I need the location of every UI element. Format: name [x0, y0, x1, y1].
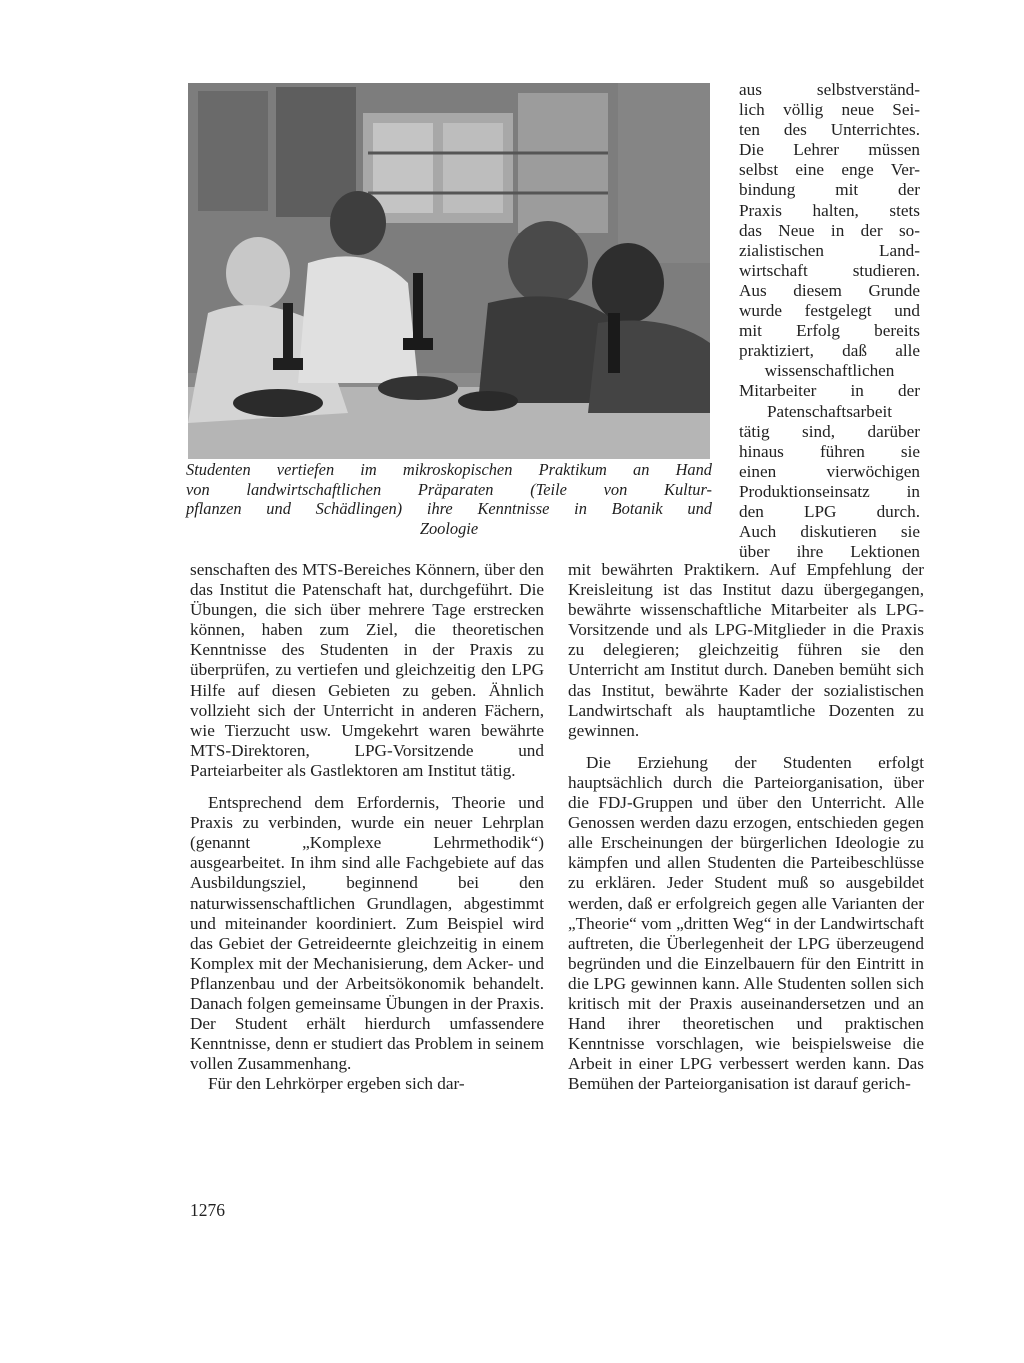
paragraph: mit bewährten Praktikern. Auf Empfehlung der Kreisleitung ist das Institut dazu übergegangen, bewährte wissenschaftliche Mitarbeiter als LPG-Vorsitzende und als LPG-Mitglieder in die Praxis zu delegieren; gleichzeitig führen sie den Unterricht am Institut durch. Daneben bemüht sich das Institut, bewährte Kader der sozialistischen Landwirtschaft als hauptamtliche Dozenten zu gewinnen. — [568, 560, 924, 740]
text-line: einen vierwöchigen — [739, 461, 920, 481]
text-line: aus selbstverständ- — [739, 80, 920, 99]
microscopy-lab-photo-icon — [188, 83, 710, 459]
paragraph: senschaften des MTS-Bereiches Könnern, über den das Institut die Patenschaft hat, durchgeführt. Die Übungen, die sich über mehrere Tage erstrecken können, haben zum Ziel, die theoretischen Kenntnisse des Studenten in der Praxis zu überprüfen, zu vertiefen und gleichzeitig den LPG Hilfe auf diesen Gebieten zu geben. Ähnlich vollzieht sich der Unterricht in anderen Fächern, wie Tierzucht usw. Umgekehrt waren bewährte MTS-Direktoren, LPG-Vorsitzende und Parteiarbeiter als Gastlektoren am Institut tätig. — [190, 560, 544, 780]
text-line: den LPG durch. — [739, 501, 920, 521]
text-line: Aus diesem Grunde — [739, 280, 920, 300]
paragraph: Für den Lehrkörper ergeben sich dar- — [208, 1074, 465, 1094]
paragraph: Entsprechend dem Erfordernis, Theorie und Praxis zu verbinden, wurde ein neuer Lehrplan (genannt „Komplexe Lehrmethodik“) ausgearbeitet. In ihm sind alle Fachgebiete auf das Ausbildungsziel, beginnend bei den naturwissenschaftlichen Grundlagen, abgestimmt und miteinander koordiniert. Zum Beispiel wird das Gebiet der Getreideernte gleichzeitig in einem Komplex mit der Mechanisierung, dem Acker- und Pflanzenbau und der Arbeitsökonomik behandelt. Danach folgen gemeinsame Übungen in der Praxis. Der Student erhält hierdurch umfassendere Kenntnisse, denn er studiert das Problem in seinem vollen Zusammenhang. — [190, 793, 544, 1074]
lab-photo — [188, 83, 710, 459]
text-line: wirtschaft studieren. — [739, 260, 920, 280]
left-column — [190, 560, 544, 1094]
caption-line: von landwirtschaftlichen Präparaten (Teile von Kultur- — [186, 479, 712, 499]
text-line: über ihre Lektionen — [739, 542, 920, 562]
text-line: bindung mit der — [739, 180, 920, 200]
text-line: Produktionseinsatz in — [739, 481, 920, 501]
photo-caption — [186, 460, 712, 538]
text-line: Patenschaftsarbeit — [766, 401, 893, 421]
text-line: Praxis halten, stets — [739, 200, 920, 220]
text-line: ten des Unterrichtes. — [739, 120, 920, 140]
text-line: Mitarbeiter in der — [739, 381, 920, 401]
text-line: selbst eine enge Ver- — [739, 160, 920, 180]
text-line: zialistischen Land- — [739, 240, 920, 260]
text-line: wurde festgelegt und — [739, 301, 920, 321]
text-line: Die Lehrer müssen — [739, 140, 920, 160]
right-narrow-column — [739, 80, 920, 562]
text-line: praktiziert, daß alle — [739, 341, 920, 361]
caption-last-line: Zoologie — [419, 518, 479, 538]
text-line: mit Erfolg bereits — [739, 321, 920, 341]
text-line: wissenschaftlichen — [764, 361, 895, 381]
caption-line: pflanzen und Schädlingen) ihre Kenntnisse in Botanik und — [186, 499, 712, 518]
text-line: Auch diskutieren sie — [739, 522, 920, 542]
caption-line: Studenten vertiefen im mikroskopischen Praktikum an Hand — [186, 460, 712, 479]
text-line: das Neue in der so- — [739, 220, 920, 240]
text-line: hinaus führen sie — [739, 441, 920, 461]
paragraph: Die Erziehung der Studenten erfolgt hauptsächlich durch die Parteiorganisation, über die FDJ-Gruppen und über den Unterricht. Alle Genossen werden dazu erzogen, entschieden gegen alle Erscheinungen der bürgerlichen Ideologie zu kämpfen und allen Studenten die Parteibeschlüsse zu erklären. Jeder Student muß so ausgebildet werden, daß er erfolgreich gegen alle Varianten der „Theorie“ vom „dritten Weg“ in der Landwirtschaft auftreten, die Überlegenheit der LPG überzeugend begründen und die Einzelbauern für den Eintritt in die LPG gewinnen kann. Alle Studenten sollen sich kritisch mit der Praxis auseinandersetzen und an Hand ihrer theoretischen und praktischen Kenntnisse vorschlagen, wie beispielsweise die Arbeit in einer LPG verbessert werden kann. Das Bemühen der Parteiorganisation ist darauf gerich- — [568, 752, 924, 1094]
right-column — [568, 560, 924, 1094]
text-line: tätig sind, darüber — [739, 421, 920, 441]
page-number: 1276 — [190, 1200, 225, 1220]
text-line: lich völlig neue Sei- — [739, 100, 920, 120]
